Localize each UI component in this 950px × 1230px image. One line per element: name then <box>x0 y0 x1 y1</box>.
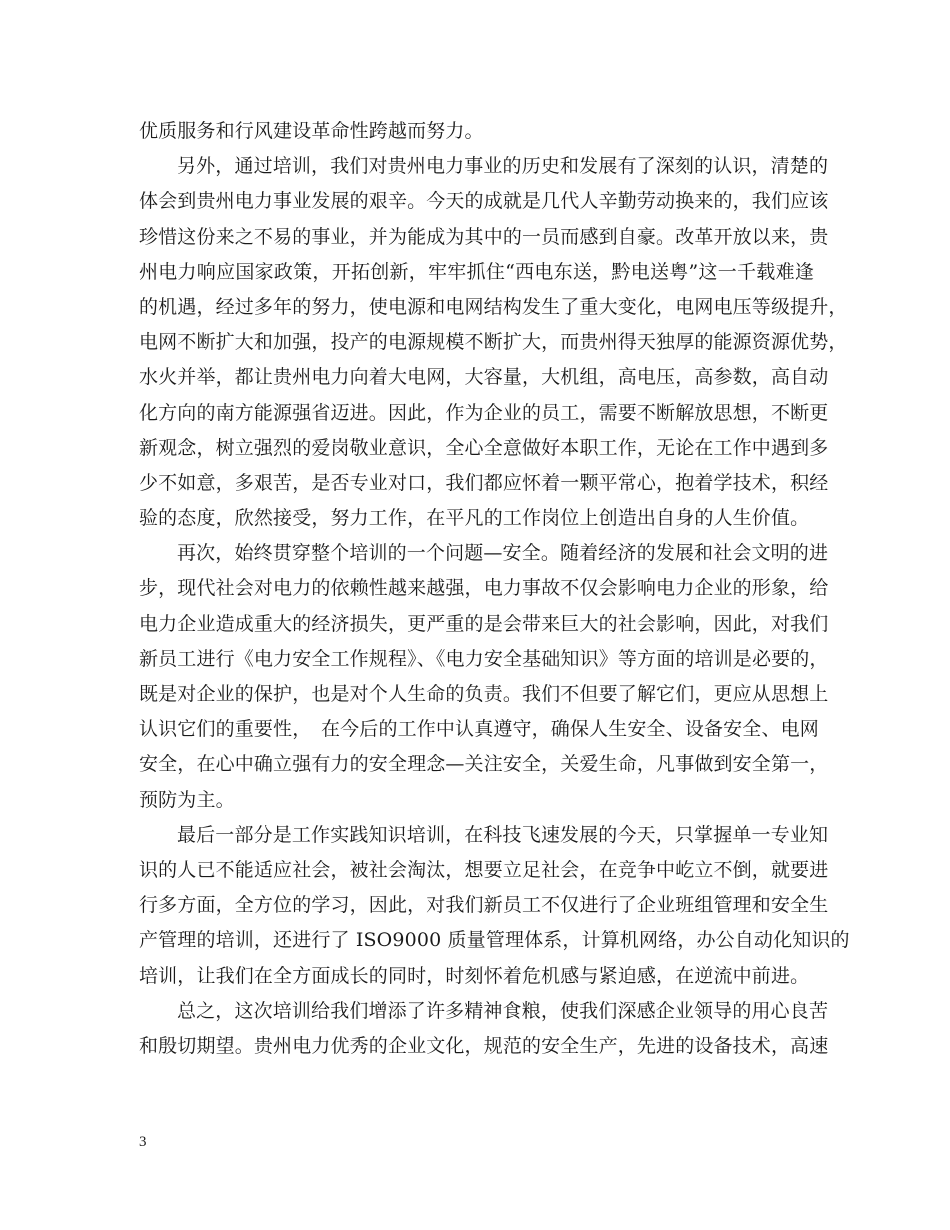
text-line: 的机遇，经过多年的努力，使电源和电网结构发生了重大变化，电网电压等级提升， <box>139 295 848 318</box>
text-line: 安全，在心中确立强有力的安全理念—关注安全，关爱生命，凡事做到安全第一， <box>139 753 829 776</box>
text-line: 新员工进行《电力安全工作规程》、《电力安全基础知识》等方面的培训是必要的， <box>139 647 829 670</box>
text-line: 产管理的培训，还进行了 ISO9000 质量管理体系，计算机网络，办公自动化知识的 <box>139 929 850 952</box>
body-text <box>139 114 850 1064</box>
text-line: 再次，始终贯穿整个培训的一个问题—安全。随着经济的发展和社会文明的进 <box>177 542 829 565</box>
text-line: 最后一部分是工作实践知识培训，在科技飞速发展的今天，只掌握单一专业知 <box>177 823 829 846</box>
text-line: 新观念，树立强烈的爱岗敬业意识，全心全意做好本职工作，无论在工作中遇到多 <box>139 436 829 459</box>
text-line: 体会到贵州电力事业发展的艰辛。今天的成就是几代人辛勤劳动换来的，我们应该 <box>139 190 829 213</box>
text-line: 优质服务和行风建设革命性跨越而努力。 <box>139 120 484 142</box>
text-line: 识的人已不能适应社会，被社会淘汰，想要立足社会，在竞争中屹立不倒，就要进 <box>139 858 829 881</box>
text-line: 化方向的南方能源强省迈进。因此，作为企业的员工，需要不断解放思想，不断更 <box>139 401 829 424</box>
text-line: 培训，让我们在全方面成长的同时，时刻怀着危机感与紧迫感，在逆流中前进。 <box>139 964 810 987</box>
text-line: 珍惜这份来之不易的事业，并为能成为其中的一员而感到自豪。改革开放以来，贵 <box>139 225 829 248</box>
page-number: 3 <box>139 1134 147 1150</box>
text-line: 水火并举，都让贵州电力向着大电网，大容量，大机组，高电压，高参数，高自动 <box>139 366 829 389</box>
text-line: 和殷切期望。贵州电力优秀的企业文化，规范的安全生产，先进的设备技术，高速 <box>139 1034 829 1057</box>
text-line: 步，现代社会对电力的依赖性越来越强，电力事故不仅会影响电力企业的形象，给 <box>139 577 829 600</box>
text-line: 行多方面，全方位的学习，因此，对我们新员工不仅进行了企业班组管理和安全生 <box>139 894 829 917</box>
text-line: 总之，这次培训给我们增添了许多精神食粮，使我们深感企业领导的用心良苦 <box>177 999 829 1022</box>
text-line: 电力企业造成重大的经济损失，更严重的是会带来巨大的社会影响，因此，对我们 <box>139 612 829 635</box>
text-line: 既是对企业的保护，也是对个人生命的负责。我们不但要了解它们，更应从思想上 <box>139 683 829 705</box>
text-line: 电网不断扩大和加强，投产的电源规模不断扩大，而贵州得天独厚的能源资源优势， <box>139 331 848 354</box>
text-line: 认识它们的重要性， 在今后的工作中认真遵守，确保人生安全、设备安全、电网 <box>139 718 819 741</box>
text-line: 少不如意，多艰苦，是否专业对口，我们都应怀着一颗平常心，抱着学技术，积经 <box>139 471 829 494</box>
text-line: 验的态度，欣然接受，努力工作，在平凡的工作岗位上创造出自身的人生价值。 <box>139 507 810 530</box>
text-line: 另外，通过培训，我们对贵州电力事业的历史和发展有了深刻的认识，清楚的 <box>177 155 829 178</box>
text-line: 预防为主。 <box>139 788 235 811</box>
text-line: 州电力响应国家政策，开拓创新，牢牢抓住“西电东送，黔电送粤”这一千载难逢 <box>139 260 814 283</box>
